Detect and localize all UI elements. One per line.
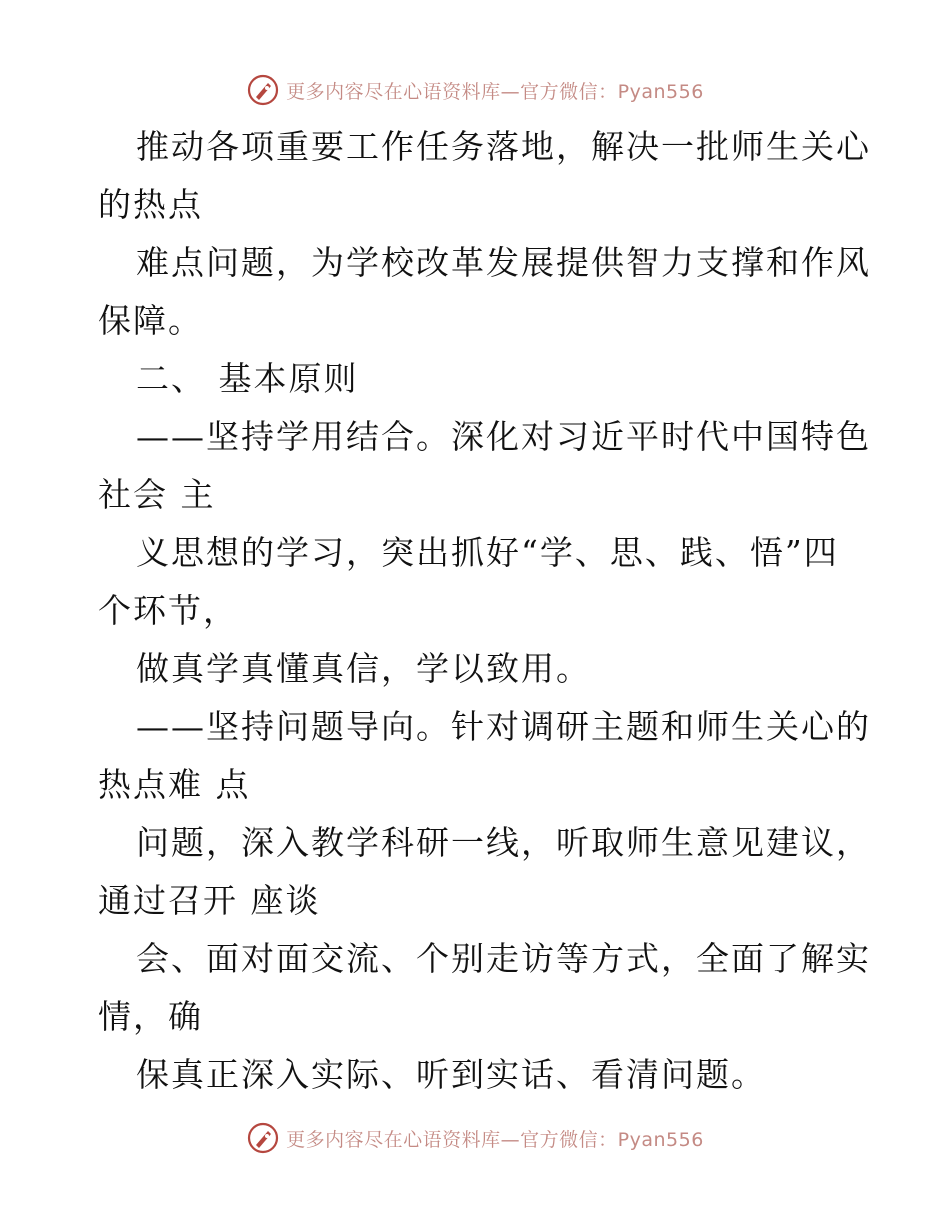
watermark-text: 更多内容尽在心语资料库—官方微信：Pyan556: [286, 1128, 704, 1151]
paragraph-line: 个环节，: [98, 591, 238, 630]
paragraph-line: 做真学真懂真信，学以致用。: [136, 649, 591, 688]
paragraph-line: 的热点: [98, 185, 203, 224]
paragraph-line: 保真正深入实际、听到实话、看清问题。: [136, 1055, 766, 1094]
paragraph-line: 问题，深入教学科研一线，听取师生意见建议，: [136, 823, 871, 862]
paragraph-line: 保障。: [98, 301, 203, 340]
pen-nib-logo-icon: [246, 73, 280, 107]
paragraph-line: 情，确: [98, 997, 203, 1036]
paragraph-line: ——坚持问题导向。针对调研主题和师生关心的: [136, 707, 871, 746]
paragraph-line: 会、面对面交流、个别走访等方式，全面了解实: [136, 939, 871, 978]
paragraph-line: ——坚持学用结合。深化对习近平时代中国特色: [136, 417, 871, 456]
footer-watermark: [0, 1118, 950, 1158]
paragraph-line: 难点问题，为学校改革发展提供智力支撑和作风: [136, 243, 871, 282]
document-body: [98, 118, 871, 1104]
header-watermark: [0, 70, 950, 110]
paragraph-line: 推动各项重要工作任务落地，解决一批师生关心: [136, 127, 871, 166]
paragraph-line: 通过召开 座谈: [98, 881, 321, 920]
paragraph-line: 义思想的学习，突出抓好“学、思、践、悟”四: [136, 533, 839, 572]
watermark-text: 更多内容尽在心语资料库—官方微信：Pyan556: [286, 80, 704, 103]
pen-nib-logo-icon: [246, 1121, 280, 1155]
paragraph-line: 热点难 点: [98, 765, 251, 804]
paragraph-line: 社会 主: [98, 475, 216, 514]
section-heading: 二、 基本原则: [136, 359, 359, 398]
